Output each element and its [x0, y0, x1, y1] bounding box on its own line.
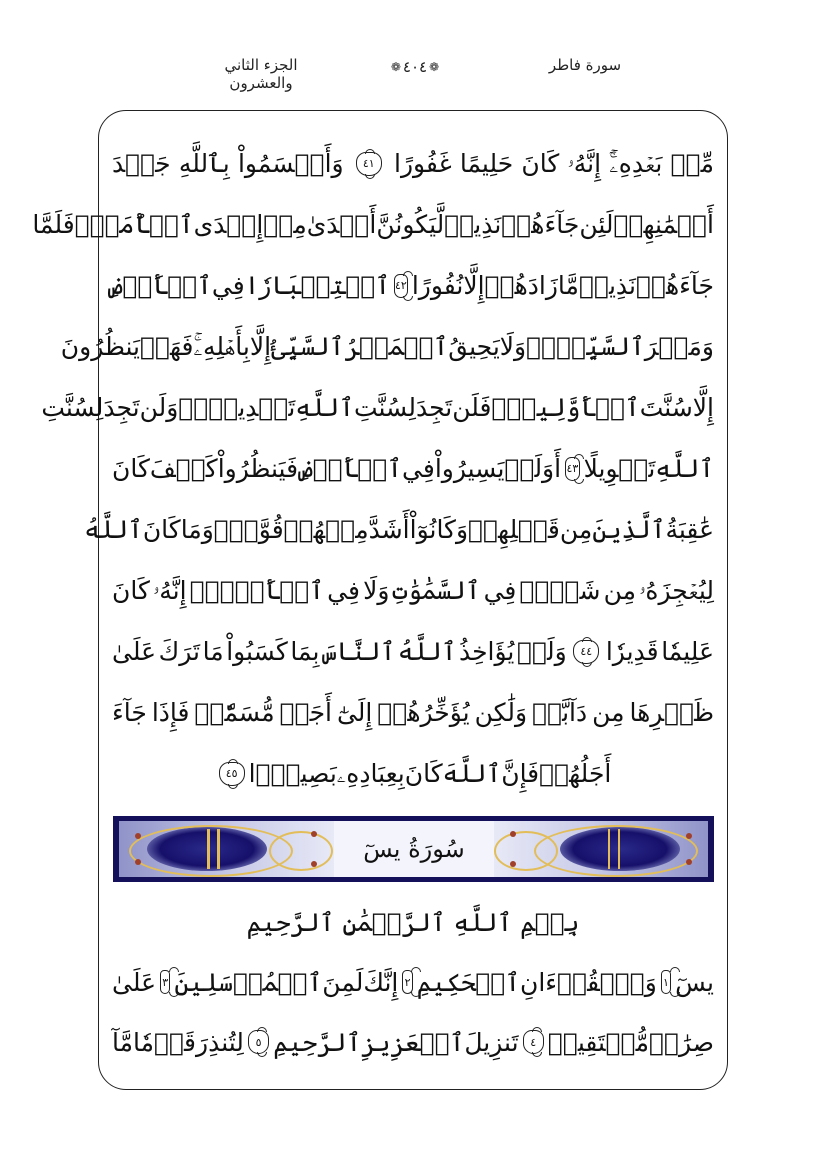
- word: بَعۡدِهِۦٓۚ: [609, 148, 663, 178]
- word: مِن: [603, 576, 636, 605]
- word: ٱلۡحَكِيمِ: [416, 967, 520, 997]
- word: إِلَّا: [692, 393, 714, 422]
- word: ٱلۡمُرۡسَلِينَ: [174, 967, 323, 997]
- word: فِي: [483, 576, 517, 605]
- word: لِسُنَّتِ: [353, 393, 416, 422]
- word: وَمَكۡرَ: [644, 332, 714, 361]
- word: لِيُعۡجِزَهُۥ: [639, 575, 714, 605]
- word: ٱلۡعَزِيزِ: [361, 1027, 465, 1057]
- text-line: [112, 682, 714, 743]
- basmala: [112, 892, 714, 952]
- surah-header-banner: [113, 816, 714, 882]
- word: فَإِنَّ: [501, 759, 540, 788]
- flower-dot-icon: [686, 833, 692, 839]
- word: كَانَ: [112, 454, 150, 483]
- word: يُؤَاخِذُ: [458, 637, 515, 666]
- word: بِعِبَادِهِۦ: [336, 758, 405, 788]
- text-line: [112, 438, 714, 499]
- word: زَادَهُمۡ: [484, 271, 558, 300]
- word: شَيۡءٖ: [519, 576, 601, 605]
- banner-ornament: [119, 821, 708, 877]
- word: ٱللَّهَ: [442, 759, 502, 788]
- word: سُنَّتَ: [639, 393, 693, 422]
- word: ٱلۡأُمَمِۖ: [74, 210, 194, 239]
- word: لَمِنَ: [322, 967, 364, 997]
- page-number: ٤٠٤: [402, 58, 428, 76]
- word: مَّآ: [112, 1027, 134, 1057]
- word: فِي: [211, 271, 245, 300]
- word: بِمَا: [290, 637, 320, 666]
- word: كَانَ: [112, 576, 150, 605]
- word: فَلَمَّا: [32, 210, 75, 239]
- ayah-number-marker: ٥: [248, 1030, 269, 1054]
- basmala-text: بِسۡمِ ٱللَّهِ ٱلرَّحۡمَٰنِ ٱلرَّحِيمِ: [246, 907, 580, 937]
- yasin-lines: [112, 952, 714, 1072]
- word: يُؤَخِّرُهُمۡ: [377, 698, 470, 727]
- word: ٱلنَّاسَ: [321, 637, 396, 666]
- flower-dot-icon: [510, 861, 516, 867]
- word: وَٱلۡقُرۡءَانِ: [520, 967, 657, 997]
- word: وَكَانُوٓاْ: [409, 515, 469, 544]
- word: ٱلۡأَوَّلِينَۚ: [491, 393, 640, 422]
- word: أَجَلٖ: [279, 698, 332, 727]
- flower-dot-icon: [686, 859, 692, 865]
- word: مَا: [202, 637, 224, 666]
- surah-title-panel: [334, 821, 494, 877]
- word: ٱلۡأَرۡضِ: [298, 454, 403, 483]
- word: كَانَ: [404, 759, 443, 788]
- word: ظَهۡرِهَا: [629, 698, 714, 727]
- word: تَرَكَ: [158, 637, 201, 666]
- word: جَآءَهُمۡ: [635, 271, 714, 300]
- surah-title: سُورَةُ يسٓ: [363, 835, 465, 863]
- word: تَنزِيلَ: [464, 1027, 519, 1057]
- word: وَلَٰكِن: [474, 698, 528, 727]
- word: فَيَنظُرُواْ: [217, 454, 299, 483]
- word: صِرَٰطٖ: [648, 1027, 714, 1057]
- flower-dot-icon: [510, 831, 516, 837]
- ayah-number-marker: ٤٥: [219, 762, 245, 786]
- ayah-number-marker: ٤٢: [394, 274, 408, 298]
- word: يسٓ: [675, 967, 714, 997]
- word: وَلَن: [139, 393, 179, 422]
- flower-dot-icon: [311, 861, 317, 867]
- word: ٱلسَّيِّئُ: [271, 332, 345, 361]
- gold-divider: [608, 829, 611, 869]
- word: وَمَا: [180, 515, 214, 544]
- word: كَانَ: [521, 149, 560, 178]
- word: أَيۡمَٰنِهِمۡ: [613, 210, 714, 239]
- surah-label: سورة فاطر: [548, 56, 622, 74]
- word: إِلَّا: [249, 332, 272, 361]
- word: فِي: [327, 576, 360, 605]
- ayah-number-marker: ١: [661, 970, 671, 994]
- word: تَجِدَ: [103, 393, 140, 422]
- word: جَهۡدَ: [112, 149, 171, 178]
- word: نَذِيرٞ: [444, 210, 502, 239]
- word: مَّا: [557, 271, 579, 300]
- word: إِنَّهُۥ: [153, 575, 187, 605]
- ayah-number-marker: ٤: [523, 1030, 544, 1054]
- word: غَفُورًا: [394, 149, 452, 178]
- word: ٱللَّهُ: [397, 637, 457, 666]
- word: نَذِيرٞ: [578, 271, 636, 300]
- word: مِنۡهُمۡ: [283, 515, 369, 544]
- flower-dot-icon: [311, 831, 317, 837]
- word: إِلَىٰٓ: [336, 698, 373, 727]
- text-line: [112, 621, 714, 682]
- word: لَّيَكُونُنَّ: [376, 210, 445, 239]
- text-line: [107, 255, 714, 316]
- text-line: [32, 194, 714, 255]
- ayah-number-marker: ٣: [160, 970, 170, 994]
- word: مُّسَمّٗىۖ: [194, 698, 275, 727]
- word: ٱللَّهُ: [84, 515, 143, 544]
- word: أَوَلَمۡ: [504, 454, 562, 483]
- page-header: [0, 52, 826, 92]
- word: تَجِدَ: [415, 393, 453, 422]
- word: مِن: [592, 698, 625, 727]
- word: لِتُنذِرَ: [196, 1027, 244, 1057]
- word: إِحۡدَى: [193, 210, 264, 239]
- word: أَهۡدَىٰ: [306, 210, 377, 239]
- ornament-icon: ❁: [390, 60, 401, 74]
- word: يَحِيقُ: [448, 332, 500, 361]
- word: تَبۡدِيلٗاۖ: [178, 393, 296, 422]
- word: ٱلسَّيِّيِٕۚ: [526, 332, 645, 361]
- word: ٱللَّهِ: [655, 454, 714, 483]
- text-line: [60, 316, 714, 377]
- word: ٱلسَّمَٰوَٰتِ: [392, 576, 481, 605]
- word: ٱللَّهِ: [295, 393, 354, 422]
- text-line: [112, 560, 714, 621]
- gold-arabesque-icon: [494, 831, 558, 871]
- word: ٱلَّذِينَ: [592, 515, 666, 544]
- gold-divider: [618, 829, 621, 869]
- word: ٱلرَّحِيمِ: [273, 1027, 362, 1057]
- word: وَلَا: [363, 576, 390, 605]
- surah-fatir-text: [32, 133, 714, 804]
- word: جَآءَ: [112, 698, 147, 727]
- word: أَجَلُهُمۡ: [539, 759, 612, 788]
- word: إِلَّا: [463, 271, 485, 300]
- text-line: [112, 952, 714, 1012]
- flower-dot-icon: [135, 833, 141, 839]
- word: ٱلۡمَكۡرُ: [344, 332, 449, 361]
- word: قَبۡلِهِمۡ: [468, 515, 560, 544]
- ayah-number-marker: ٢: [402, 970, 412, 994]
- gold-divider: [217, 829, 220, 869]
- word: يَسِيرُواْ: [434, 454, 505, 483]
- word: فَلَن: [452, 393, 492, 422]
- word: ٱسۡتِكۡبَارٗا: [244, 271, 390, 300]
- word: فَإِذَا: [151, 698, 190, 727]
- page-number-box: [378, 54, 452, 80]
- word: كَسَبُواْ: [226, 637, 288, 666]
- ayah-number-marker: ٤٤: [573, 640, 599, 664]
- ornament-icon: ❁: [429, 60, 440, 74]
- text-line: [112, 1012, 714, 1072]
- word: كَيۡفَ: [149, 454, 218, 483]
- text-line: [112, 133, 714, 194]
- gold-divider: [207, 829, 210, 869]
- word: يَنظُرُونَ: [60, 332, 141, 361]
- word: دَآبَّةٖ: [532, 698, 588, 727]
- word: أَشَدَّ: [368, 515, 410, 544]
- word: فِي: [402, 454, 435, 483]
- word: فَهَلۡ: [140, 332, 194, 361]
- word: عَلَىٰ: [112, 637, 157, 666]
- word: حَلِيمًا: [459, 149, 514, 178]
- gold-arabesque-icon: [534, 825, 698, 877]
- flower-dot-icon: [135, 859, 141, 865]
- word: مِنۡ: [263, 210, 307, 239]
- word: وَلَوۡ: [516, 637, 567, 666]
- word: قَوۡمٗا: [133, 1027, 196, 1057]
- surah-yasin-text: [112, 892, 714, 1072]
- gold-arabesque-icon: [269, 831, 333, 871]
- word: مُّسۡتَقِيمٖ: [547, 1027, 649, 1057]
- word: لَئِن: [579, 210, 614, 239]
- text-line: [112, 743, 714, 804]
- word: وَلَا: [499, 332, 527, 361]
- text-line: [41, 377, 714, 438]
- word: ٱلۡأَرۡضِۚ: [189, 576, 325, 605]
- juz-label: الجزء الثاني والعشرون: [224, 56, 298, 92]
- word: وَأَقۡسَمُواْ: [237, 149, 344, 178]
- word: كَانَ: [142, 515, 181, 544]
- word: عَٰقِبَةُ: [665, 515, 714, 544]
- word: ٱلۡأَرۡضِ: [107, 271, 212, 300]
- word: تَحۡوِيلًا: [583, 454, 656, 483]
- word: عَلِيمٗا: [661, 637, 714, 666]
- word: بِٱللَّهِ: [178, 149, 230, 178]
- text-line: [84, 499, 714, 560]
- word: إِنَّكَ: [363, 967, 399, 997]
- word: جَآءَهُمۡ: [501, 210, 580, 239]
- word: قَدِيرٗا: [605, 637, 659, 666]
- word: عَلَىٰ: [112, 967, 157, 997]
- word: لِسُنَّتِ: [41, 393, 104, 422]
- word: مِن: [559, 515, 593, 544]
- word: مِّنۢ: [670, 149, 714, 178]
- word: إِنَّهُۥ: [567, 148, 602, 178]
- word: نُفُورًا: [411, 271, 464, 300]
- word: قُوَّةٗۚ: [213, 515, 284, 544]
- ayah-number-marker: ٤١: [356, 152, 382, 176]
- word: بَصِيرَۢا: [248, 759, 337, 788]
- word: بِأَهۡلِهِۦۚ: [193, 331, 250, 361]
- ayah-number-marker: ٤٣: [565, 457, 580, 481]
